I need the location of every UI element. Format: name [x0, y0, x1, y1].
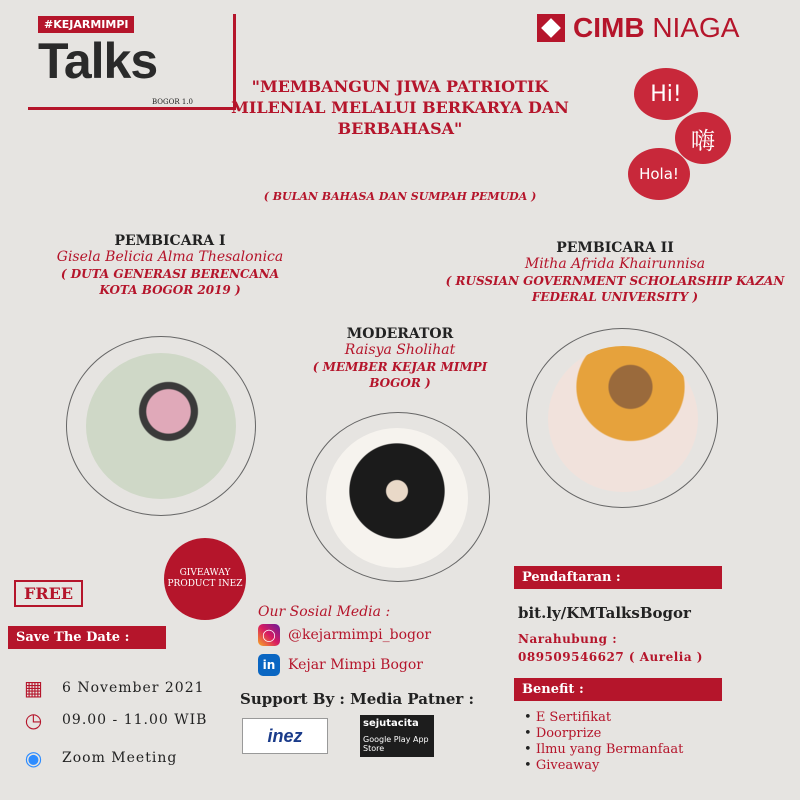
speaker-1-name: Gisela Belicia Alma Thesalonica: [56, 249, 284, 265]
social-linkedin[interactable]: [258, 654, 423, 676]
speaker-1-role: PEMBICARA I: [114, 233, 226, 249]
social-instagram[interactable]: [258, 624, 431, 646]
speaker-2: [440, 240, 790, 305]
calendar-icon: ▦: [24, 676, 44, 700]
benefit-item: • Giveaway: [524, 758, 683, 774]
speaker-2-role: PEMBICARA II: [556, 240, 674, 256]
speaker-1-photo: [86, 353, 236, 499]
contact-value: 089509546627 ( Aurelia ): [518, 650, 703, 664]
brand-sub: BOGOR 1.0: [152, 98, 193, 106]
benefit-ribbon: Benefit :: [514, 678, 722, 701]
event-time: [22, 708, 207, 732]
registration-link[interactable]: bit.ly/KMTalksBogor: [518, 604, 691, 622]
save-the-date-ribbon: Save The Date :: [8, 626, 166, 649]
benefit-item: • Doorprize: [524, 726, 683, 742]
contact-label: Narahubung :: [518, 632, 618, 646]
registration-ribbon: Pendaftaran :: [514, 566, 722, 589]
brand-hashtag: #KEJARMIMPI: [38, 16, 134, 33]
moderator-role: MODERATOR: [346, 326, 454, 342]
moderator-name: Raisya Sholihat: [344, 342, 456, 358]
social-heading: Our Sosial Media :: [258, 604, 391, 620]
speaker-1-affiliation: ( DUTA GENERASI BERENCANA KOTA BOGOR 2019 ): [60, 267, 280, 297]
linkedin-icon: in: [258, 654, 280, 676]
speaker-2-photo: [548, 346, 698, 492]
instagram-handle: @kejarmimpi_bogor: [288, 627, 432, 643]
speaker-2-affiliation: ( RUSSIAN GOVERNMENT SCHOLARSHIP KAZAN FEDERAL UNIVERSITY ): [445, 274, 785, 304]
event-date: [22, 676, 205, 700]
benefit-list: [524, 710, 683, 774]
linkedin-name: Kejar Mimpi Bogor: [288, 657, 423, 673]
giveaway-badge: GIVEAWAY PRODUCT INEZ: [164, 538, 246, 620]
event-time-text: 09.00 - 11.00 WIB: [62, 712, 208, 728]
support-heading: Support By : Media Patner :: [240, 690, 475, 708]
sejutacita-logo: [360, 715, 434, 757]
event-title: "MEMBANGUN JIWA PATRIOTIK MILENIAL MELALUI BERKARYA DAN BERBAHASA": [231, 77, 569, 138]
event-subtitle: ( BULAN BAHASA DAN SUMPAH PEMUDA ): [263, 190, 537, 203]
app-store-badges: Google Play App Store: [363, 735, 429, 753]
sponsor-name: CIMB NIAGA: [573, 12, 740, 43]
speech-bubble-hi: Hi!: [634, 68, 698, 120]
instagram-icon: ◯: [258, 624, 280, 646]
benefit-item: • Ilmu yang Bermanfaat: [524, 742, 683, 758]
sejutacita-name: sejutacita: [363, 718, 419, 729]
moderator-photo: [326, 428, 468, 568]
clock-icon: ◷: [24, 708, 44, 732]
speech-bubble-zh: 嗨: [675, 112, 731, 164]
benefit-item: • E Sertifikat: [524, 710, 683, 726]
moderator-affiliation: ( MEMBER KEJAR MIMPI BOGOR ): [312, 360, 488, 390]
cimb-mark-icon: [537, 14, 565, 42]
event-platform-text: Zoom Meeting: [62, 750, 178, 766]
brand-wordmark: Talks: [38, 33, 158, 89]
inez-logo: inez: [242, 718, 328, 754]
event-date-text: 6 November 2021: [62, 680, 205, 696]
speaker-1: [50, 233, 290, 298]
free-badge: FREE: [14, 580, 83, 607]
moderator: [290, 326, 510, 391]
event-platform: [22, 746, 177, 770]
video-camera-icon: ◉: [24, 746, 44, 770]
sponsor-logo: [537, 12, 739, 44]
speaker-2-name: Mitha Afrida Khairunnisa: [524, 256, 706, 272]
speech-bubble-hola: Hola!: [628, 148, 690, 200]
